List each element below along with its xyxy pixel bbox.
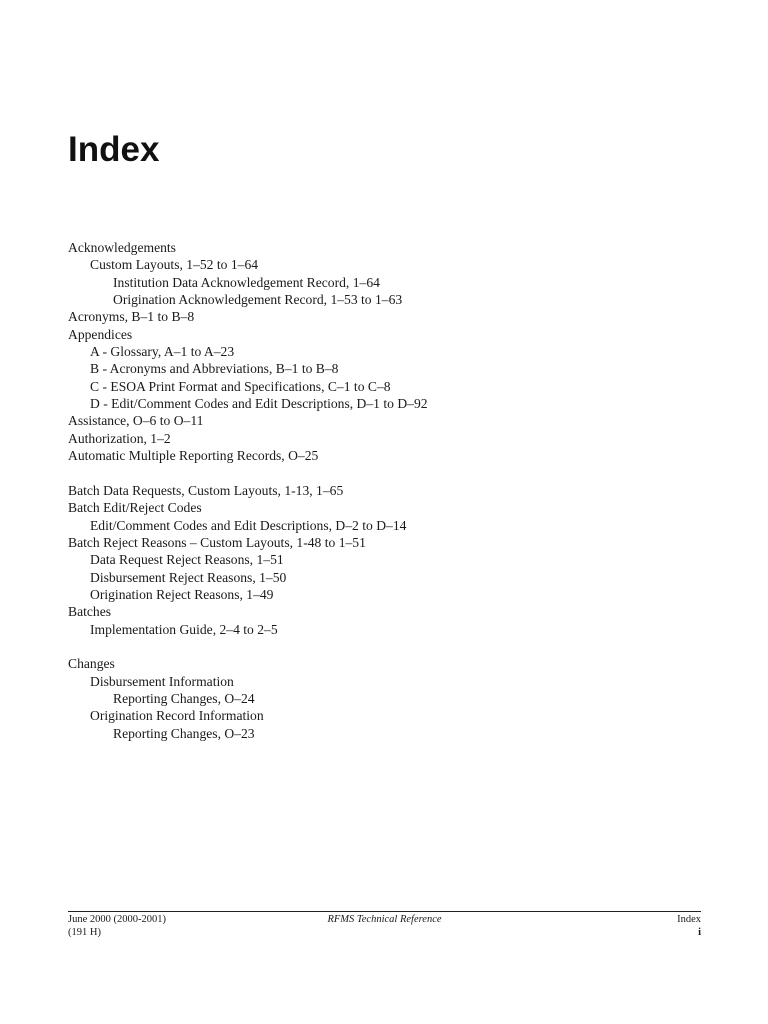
footer-section: Index <box>677 914 701 925</box>
index-entry-level-1: Batch Data Requests, Custom Layouts, 1-13, 1–65 <box>68 482 344 498</box>
index-list <box>68 239 708 742</box>
index-entry-level-2: Custom Layouts, 1–52 to 1–64 <box>90 257 259 273</box>
index-entry-level-2: Origination Reject Reasons, 1–49 <box>90 586 274 602</box>
index-entry-level-2: C - ESOA Print Format and Specifications, C–1 to C–8 <box>90 378 391 394</box>
footer-code: (191 H) <box>68 927 101 938</box>
index-entry-level-3: Institution Data Acknowledgement Record, 1–64 <box>113 274 380 290</box>
index-entry-level-1: Acknowledgements <box>68 240 176 255</box>
index-entry-level-3: Reporting Changes, O–23 <box>113 725 255 741</box>
footer-page-number: i <box>698 927 701 938</box>
index-entry-level-2: Implementation Guide, 2–4 to 2–5 <box>90 621 278 637</box>
index-entry-level-3: Reporting Changes, O–24 <box>113 690 255 706</box>
index-group-spacer <box>68 638 708 655</box>
index-entry-level-2: Edit/Comment Codes and Edit Descriptions, D–2 to D–14 <box>90 517 407 533</box>
index-entry-level-1: Authorization, 1–2 <box>68 430 171 446</box>
index-entry-level-2: B - Acronyms and Abbreviations, B–1 to B–8 <box>90 361 339 377</box>
index-entry-level-1: Automatic Multiple Reporting Records, O–25 <box>68 448 319 464</box>
index-entry-level-1: Batches <box>68 604 112 620</box>
index-entry-level-3: Origination Acknowledgement Record, 1–53 to 1–63 <box>113 292 403 308</box>
index-entry-level-2: Data Request Reject Reasons, 1–51 <box>90 552 284 568</box>
index-entry-level-1: Appendices <box>68 326 133 342</box>
index-entry-level-1: Assistance, O–6 to O–11 <box>68 413 204 429</box>
index-entry-level-2: Disbursement Information <box>90 673 234 689</box>
footer-divider <box>68 911 701 912</box>
index-entry-level-2: Disbursement Reject Reasons, 1–50 <box>90 569 287 585</box>
page-title: Index <box>68 130 160 169</box>
index-entry-level-2: A - Glossary, A–1 to A–23 <box>90 344 235 360</box>
index-entry-level-1: Acronyms, B–1 to B–8 <box>68 309 195 325</box>
index-entry-level-1: Batch Reject Reasons – Custom Layouts, 1-48 to 1–51 <box>68 534 366 550</box>
index-entry-level-1: Batch Edit/Reject Codes <box>68 500 202 516</box>
footer-right <box>677 913 701 939</box>
footer-date: June 2000 (2000-2001) <box>68 914 166 925</box>
footer-document-title: RFMS Technical Reference <box>327 914 442 925</box>
index-entry-level-1: Changes <box>68 656 115 672</box>
index-group-spacer <box>68 464 708 481</box>
page-footer <box>68 913 701 943</box>
index-entry-level-2: D - Edit/Comment Codes and Edit Descriptions, D–1 to D–92 <box>90 396 428 412</box>
index-entry-level-2: Origination Record Information <box>90 708 264 724</box>
